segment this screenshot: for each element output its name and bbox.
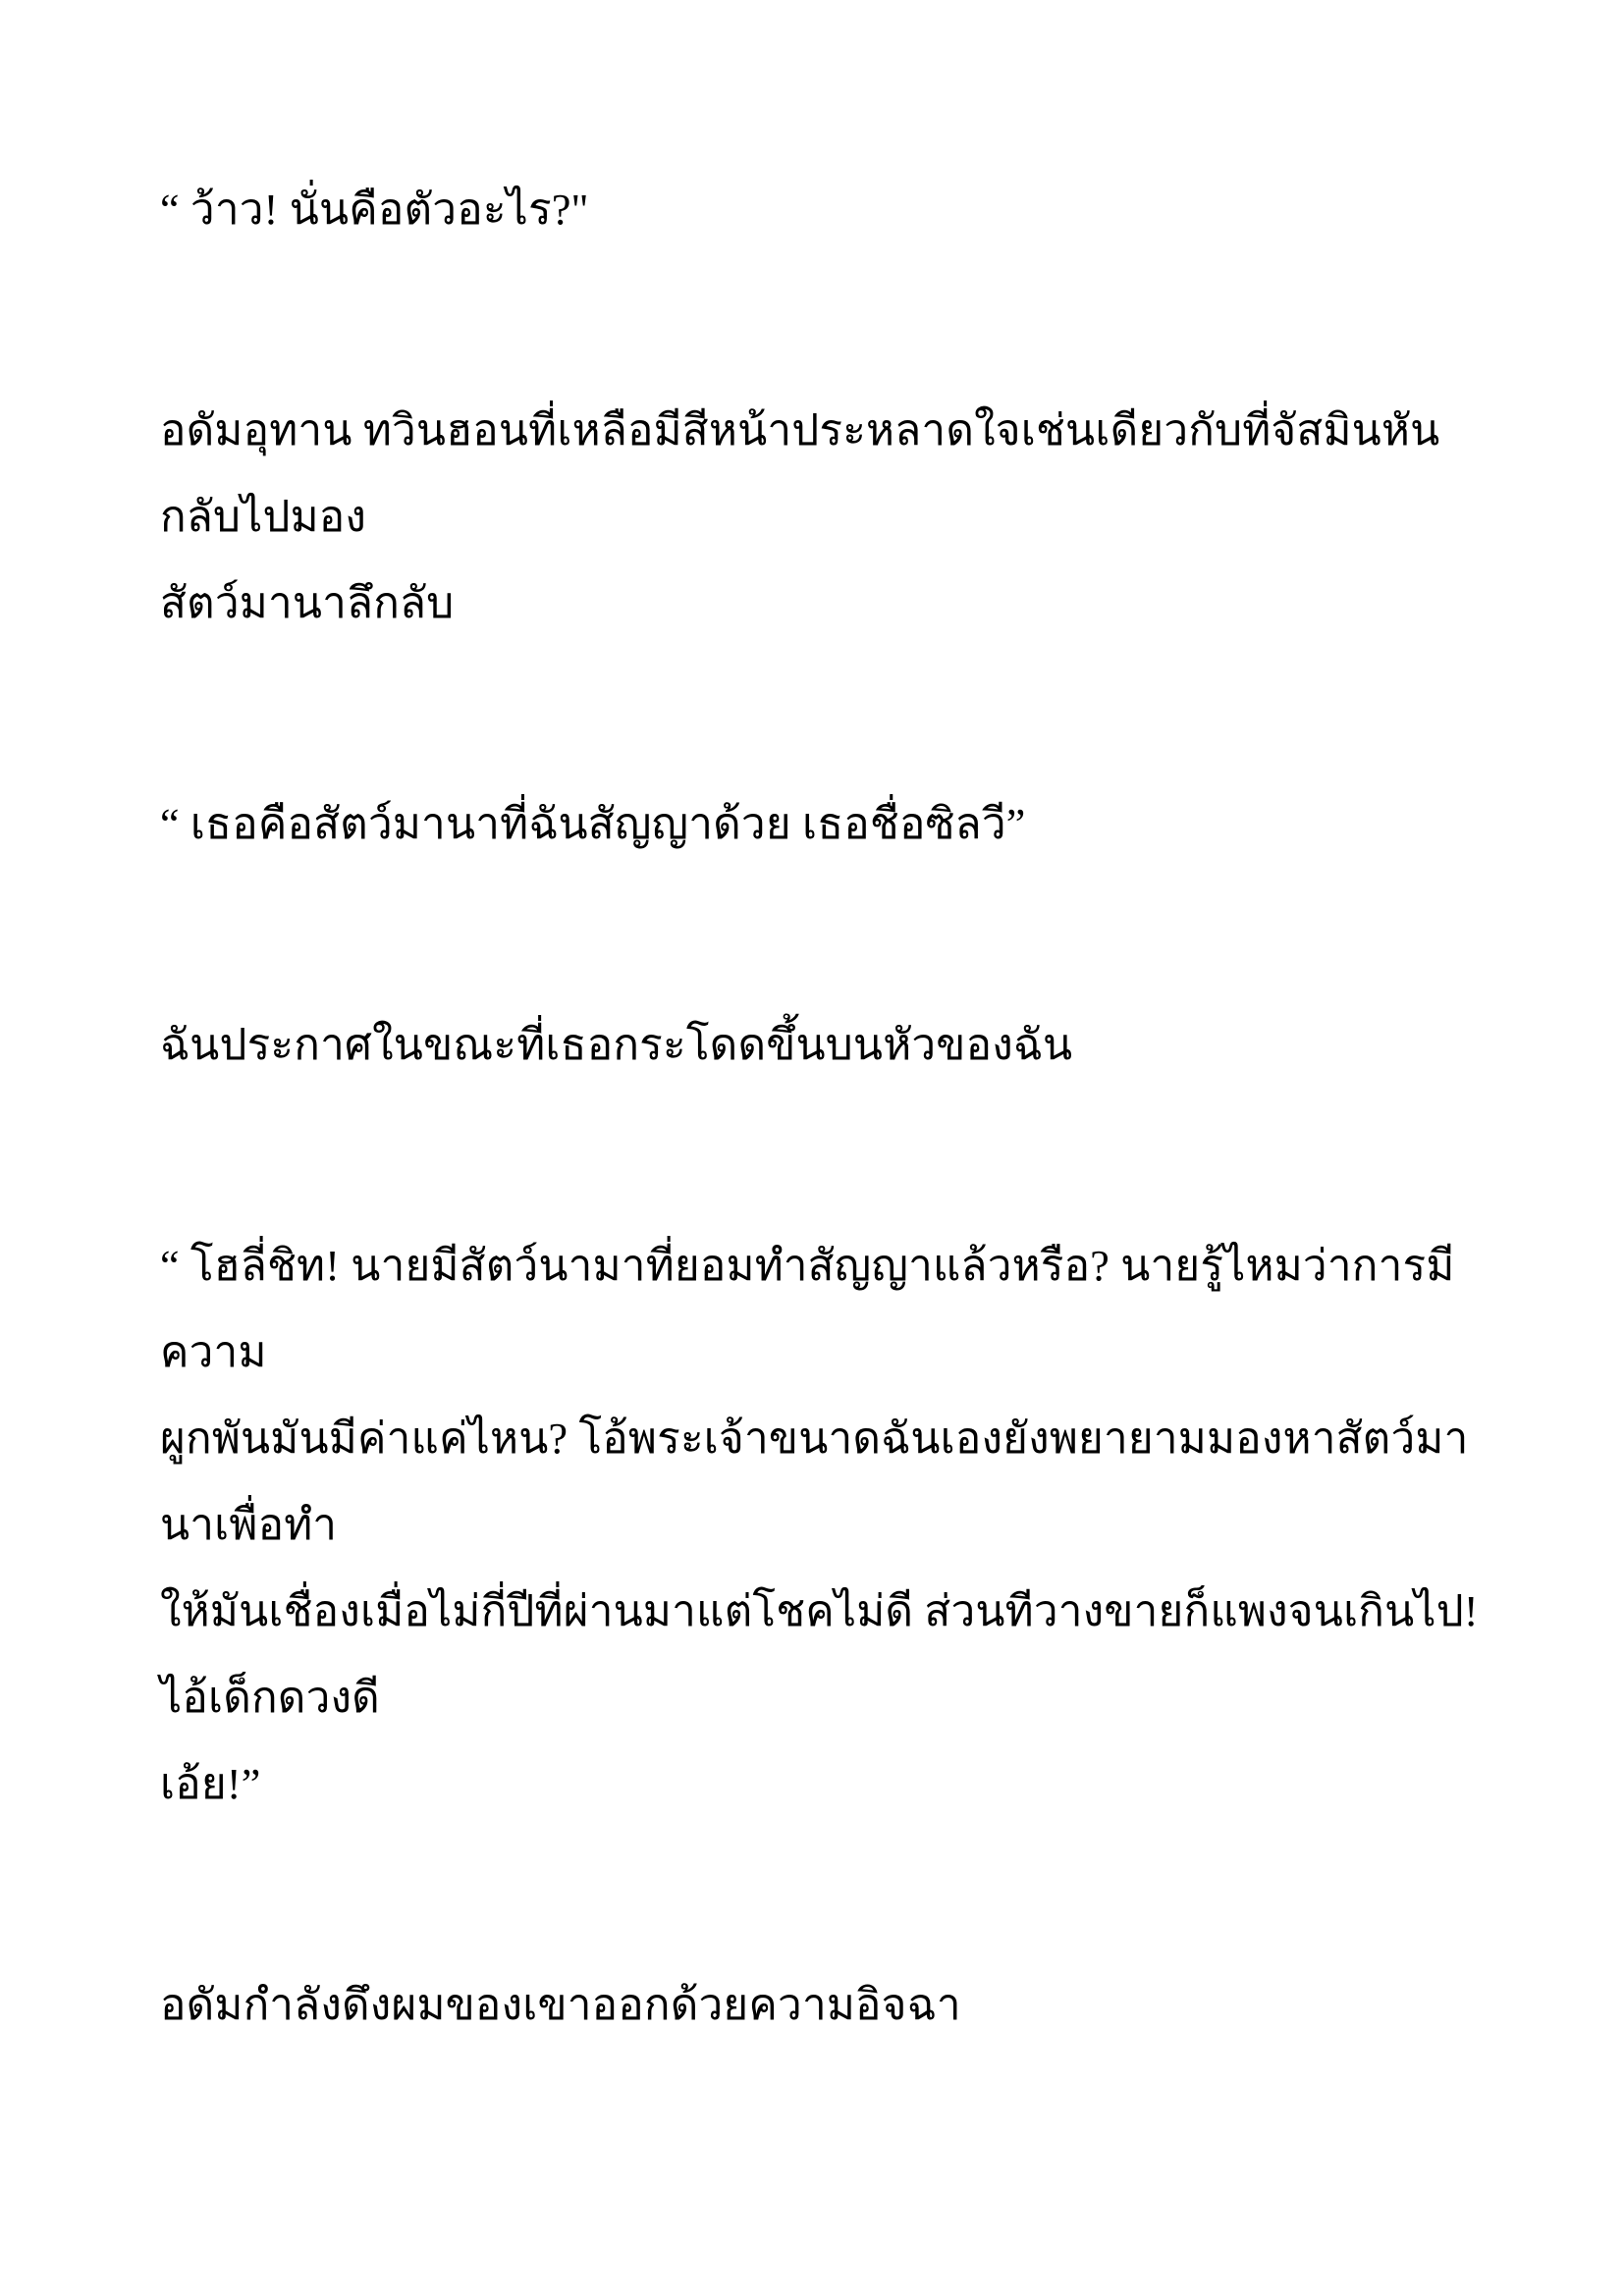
paragraph-dialogue <box>160 781 1505 868</box>
text-line: “ เธอคือสัตว์มานาที่ฉันสัญญาด้วย เธอชื่อซิลวี” <box>160 800 1026 848</box>
text-line: ให้มันเชื่องเมื่อไม่กี่ปีที่ผ่านมาแต่โชคไม่ดี ส่วนทีวางขายก็แพงจนเกินไป! ไอ้เด็กดวงดี <box>160 1587 1489 1722</box>
text-line: “ โฮลี่ชิท! นายมีสัตว์นามาที่ยอมทำสัญญาแล้วหรือ? นายรู้ไหมว่าการมีความ <box>160 1242 1455 1376</box>
text-line: อดัมกำลังดึงผมของเขาออกด้วยความอิจฉา <box>160 1981 961 2029</box>
text-line: สัตว์มานาลึกลับ <box>160 579 455 627</box>
text-line: ฉันประกาศในขณะที่เธอกระโดดขึ้นบนหัวของฉัน <box>160 1021 1073 1069</box>
paragraph-dialogue <box>160 1223 1505 1828</box>
paragraph-dialogue <box>160 167 1505 253</box>
text-line: “ ว้าว! นั่นคือตัวอะไร?" <box>160 186 589 234</box>
paragraph-narration <box>160 1962 1505 2049</box>
document-body <box>160 167 1505 2049</box>
text-line: เอ้ย!” <box>160 1760 261 1808</box>
paragraph-narration <box>160 1002 1505 1089</box>
text-line: ผูกพันมันมีค่าแค่ไหน? โอ้พระเจ้าขนาดฉันเองยังพยายามมองหาสัตว์มานาเพื่อทำ <box>160 1415 1469 1549</box>
text-line: อดัมอุทาน ทวินฮอนที่เหลือมีสีหน้าประหลาดใจเช่นเดียวกับที่จัสมินหันกลับไปมอง <box>160 406 1440 541</box>
paragraph-narration <box>160 388 1505 647</box>
